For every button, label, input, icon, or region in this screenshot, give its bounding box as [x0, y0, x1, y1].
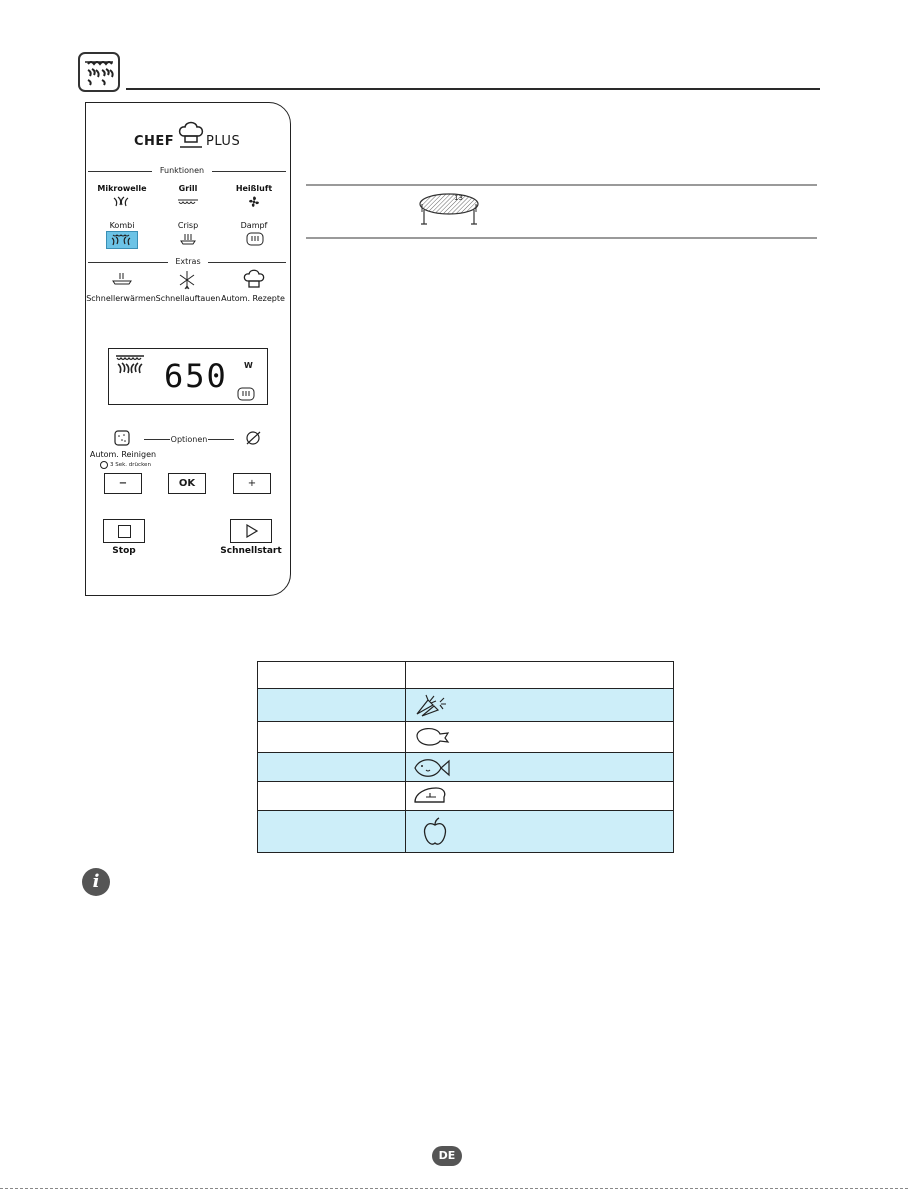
stop-icon	[118, 525, 131, 538]
crisp-icon[interactable]	[180, 232, 196, 246]
combi-icon	[107, 232, 137, 248]
display-power-value: 650	[164, 357, 228, 395]
accessory-rule-top	[306, 184, 817, 186]
grill-icon[interactable]	[177, 198, 199, 206]
lcd-display	[108, 348, 268, 405]
options-divider-right	[208, 439, 234, 440]
function-hotair-label[interactable]: Heißluft	[235, 184, 273, 193]
display-steam-icon	[237, 387, 255, 401]
extra-quick-defrost-label[interactable]: Schnellauftauen	[155, 294, 221, 303]
svg-text:13: 13	[454, 194, 463, 202]
accessory-rule-bottom	[306, 237, 817, 239]
function-crisp-label[interactable]: Crisp	[177, 221, 199, 230]
page-bottom-edge	[0, 1188, 908, 1189]
fish-icon	[412, 756, 452, 780]
function-combi-label[interactable]: Kombi	[109, 221, 135, 230]
stop-label: Stop	[112, 546, 136, 556]
header-rule	[126, 88, 820, 90]
recipe-category-table	[257, 661, 674, 853]
quickstart-button[interactable]	[230, 519, 272, 543]
touch-icon	[100, 461, 108, 469]
fan-icon[interactable]	[247, 195, 261, 209]
table-row	[258, 722, 673, 753]
table-row	[258, 689, 673, 722]
steam-icon[interactable]	[246, 232, 264, 246]
meat-icon	[412, 785, 448, 807]
brand-left: CHEF	[134, 134, 175, 149]
extra-quick-warm-label[interactable]: Schnellerwärmen	[86, 294, 156, 303]
apple-icon	[422, 816, 448, 848]
function-grill-label[interactable]: Grill	[178, 184, 198, 193]
table-row	[258, 782, 673, 811]
quick-defrost-icon[interactable]	[178, 270, 196, 290]
microwave-icon[interactable]	[112, 196, 132, 208]
language-badge: DE	[432, 1146, 462, 1166]
plate-off-icon[interactable]	[244, 430, 262, 446]
extra-auto-recipes-label[interactable]: Autom. Rezepte	[221, 294, 285, 303]
display-unit: W	[244, 361, 253, 370]
functions-divider-left	[88, 171, 152, 172]
options-divider-left	[144, 439, 170, 440]
functions-heading: Funktionen	[159, 166, 205, 175]
table-row	[258, 753, 673, 782]
auto-clean-hint	[100, 461, 151, 469]
minus-button[interactable]: −	[104, 473, 142, 494]
table-column-divider	[405, 662, 406, 852]
auto-clean-hint-text: 3 Sek. drücken	[110, 462, 151, 468]
chef-plus-logo	[134, 120, 254, 156]
extras-heading: Extras	[175, 257, 201, 266]
chef-hat-logo-icon	[178, 120, 204, 150]
info-icon: i	[82, 868, 110, 896]
play-icon	[246, 524, 258, 538]
plus-button[interactable]: +	[233, 473, 271, 494]
table-header-row	[258, 662, 673, 689]
display-combi-icon	[114, 354, 146, 380]
auto-clean-icon[interactable]	[114, 430, 130, 446]
function-microwave-label[interactable]: Mikrowelle	[97, 184, 147, 193]
auto-clean-label: Autom. Reinigen	[89, 450, 157, 459]
functions-divider-right	[212, 171, 286, 172]
grill-rack-icon	[418, 192, 480, 230]
brand-right: PLUS	[206, 134, 241, 149]
vegetables-icon	[414, 692, 448, 718]
quick-warm-icon[interactable]	[112, 272, 132, 286]
stop-button[interactable]	[103, 519, 145, 543]
combi-icon-highlight[interactable]	[106, 231, 138, 249]
function-steam-label[interactable]: Dampf	[240, 221, 268, 230]
poultry-icon	[412, 724, 452, 750]
options-heading: Optionen	[170, 435, 208, 444]
table-row	[258, 811, 673, 852]
ok-button[interactable]: OK	[168, 473, 206, 494]
extras-divider-left	[88, 262, 168, 263]
quickstart-label: Schnellstart	[220, 546, 282, 556]
chef-hat-icon[interactable]	[243, 269, 265, 291]
extras-divider-right	[208, 262, 286, 263]
combi-mode-header-icon	[78, 52, 120, 92]
